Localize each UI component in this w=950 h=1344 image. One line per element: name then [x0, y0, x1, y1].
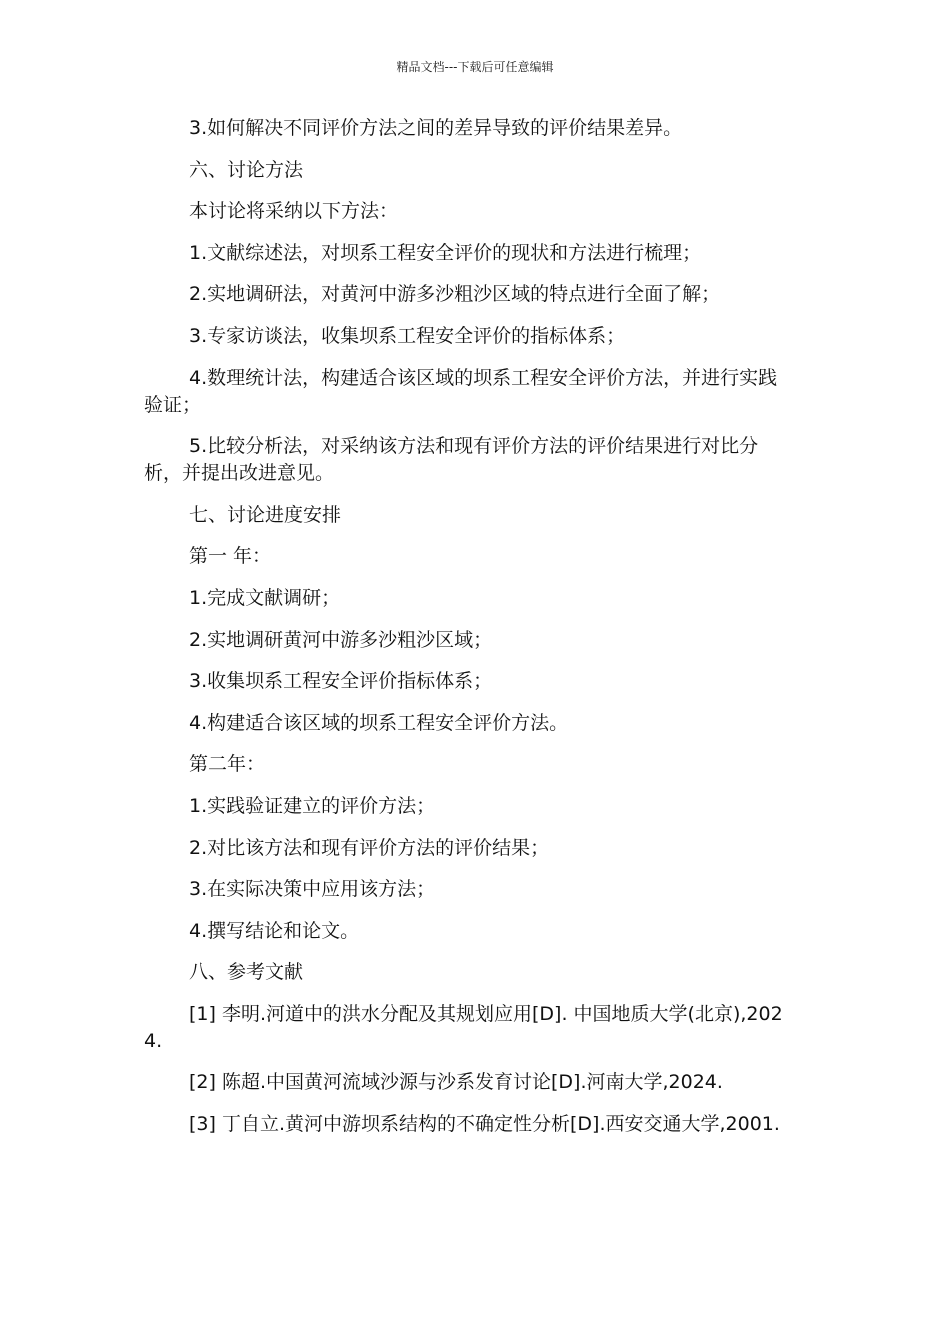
- paragraph: 本讨论将采纳以下方法：: [189, 200, 399, 223]
- list-item: 5.比较分析法，对采纳该方法和现有评价方法的评价结果进行对比分析，并提出改进意见。: [144, 435, 759, 485]
- section-heading: 六、讨论方法: [189, 158, 304, 181]
- document-body: [144, 115, 794, 1153]
- reference-item: [1] 李明.河道中的洪水分配及其规划应用[D]. 中国地质大学(北京),2024.: [144, 1002, 783, 1052]
- list-item: 2.实地调研法，对黄河中游多沙粗沙区域的特点进行全面了解；: [189, 283, 721, 306]
- subheading: 第二年：: [189, 753, 266, 776]
- list-item: 1.实践验证建立的评价方法；: [189, 794, 436, 817]
- reference-item: [2] 陈超.中国黄河流域沙源与沙系发育讨论[D].河南大学,2024.: [189, 1071, 723, 1094]
- list-item: 3.在实际决策中应用该方法；: [189, 878, 436, 901]
- list-item: 2.对比该方法和现有评价方法的评价结果；: [189, 836, 550, 859]
- subheading: 第一 年：: [189, 545, 272, 568]
- section-heading: 八、参考文献: [189, 961, 304, 984]
- list-item: 1.完成文献调研；: [189, 586, 341, 609]
- list-item: 2.实地调研黄河中游多沙粗沙区域；: [189, 628, 493, 651]
- reference-item: [3] 丁自立.黄河中游坝系结构的不确定性分析[D].西安交通大学,2001.: [189, 1113, 780, 1136]
- list-item: 1.文献综述法，对坝系工程安全评价的现状和方法进行梳理；: [189, 241, 702, 264]
- list-item: 4.撰写结论和论文。: [189, 919, 360, 942]
- section-heading: 七、讨论进度安排: [189, 503, 342, 526]
- list-item: 3.专家访谈法，收集坝系工程安全评价的指标体系；: [189, 324, 626, 347]
- page-header: 精品文档---下载后可任意编辑: [396, 60, 554, 74]
- list-item: 4.数理统计法，构建适合该区域的坝系工程安全评价方法，并进行实践验证；: [144, 366, 778, 416]
- list-item: 3.收集坝系工程安全评价指标体系；: [189, 670, 493, 693]
- paragraph: 3.如何解决不同评价方法之间的差异导致的评价结果差异。: [189, 117, 683, 139]
- list-item: 4.构建适合该区域的坝系工程安全评价方法。: [189, 711, 569, 734]
